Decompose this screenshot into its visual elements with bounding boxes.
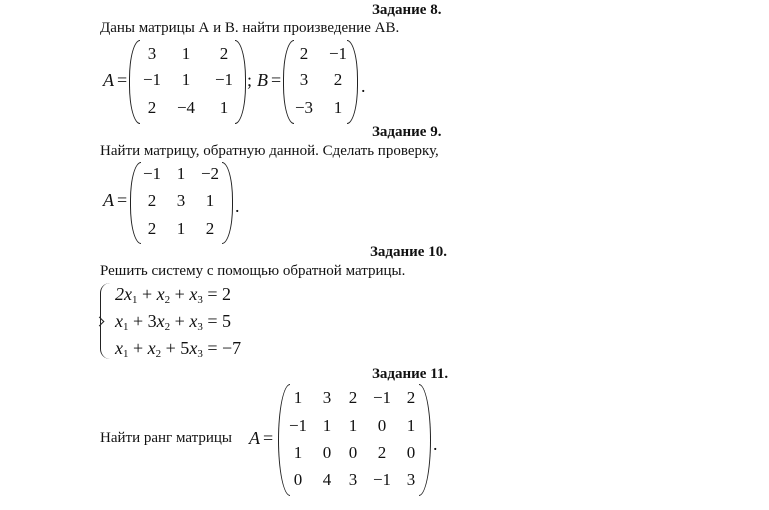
task11-matrix-cell-r1-c1: 1 [293,388,303,407]
task8-matrix-b-cell-r2-c2: 2 [333,70,343,89]
task10-statement: Решить систему с помощью обратной матрицы. [100,263,406,279]
task11-matrix-cell-r4-c5: 3 [406,470,416,489]
task10-equation-1: $2x_1 + x_2 + x_3 = 2$ [115,284,231,306]
task11-matrix-cell-r4-c1: 0 [293,470,303,489]
task11-matrix-cell-r1-c4: −1 [372,388,392,407]
task8-matrix-a-cell-r3-c2: −4 [176,98,196,117]
task8-statement: Даны матрицы А и В. найти произведение АВ. [100,20,400,36]
task8-matrix-a-cell-r2-c2: 1 [181,70,191,89]
task11-matrix-cell-r1-c3: 2 [348,388,358,407]
task9-statement: Найти матрицу, обратную данной. Сделать проверку, [100,143,439,159]
task9-matrix-cell-r1-c3: −2 [200,164,220,183]
task8-matrix-b-cell-r1-c2: −1 [328,44,348,63]
task11-matrix-cell-r4-c4: −1 [372,470,392,489]
task9-matrix-cell-r2-c2: 3 [176,191,186,210]
task8-matrix-a-label: A [103,70,114,90]
task11-matrix-cell-r2-c3: 1 [348,416,358,435]
task9-matrix-cell-r1-c1: −1 [142,164,162,183]
task9-matrix-cell-r2-c1: 2 [147,191,157,210]
task11-matrix-cell-r2-c5: 1 [406,416,416,435]
task8-semicolon: ; [247,70,253,90]
task8-matrix-b-cell-r3-c1: −3 [294,98,314,117]
task11-statement: Найти ранг матрицы [100,430,232,446]
task8-matrix-a-cell-r2-c1: −1 [142,70,162,89]
task9-matrix-cell-r3-c3: 2 [205,219,215,238]
task8-title: Задание 8. [372,2,442,18]
task9-period: . [235,196,240,216]
task8-b-equals-sign: = [271,70,282,90]
task10-equation-3: $x_1 + x_2 + 5x_3 = -7$ [115,338,242,360]
task8-matrix-b-cell-r2-c1: 3 [299,70,309,89]
task11-matrix-a-label: A [249,428,260,448]
task8-matrix-b-label: B [257,70,268,90]
task11-matrix-cell-r3-c3: 0 [348,443,358,462]
task9-equals-sign: = [117,190,128,210]
task9-matrix-cell-r3-c1: 2 [147,219,157,238]
task8-matrix-a-cell-r3-c3: 1 [219,98,229,117]
task11-matrix-cell-r3-c5: 0 [406,443,416,462]
task9-matrix-cell-r2-c3: 1 [205,191,215,210]
task8-matrix-a-cell-r1-c2: 1 [181,44,191,63]
task11-matrix-cell-r1-c2: 3 [322,388,332,407]
task11-matrix-cell-r4-c3: 3 [348,470,358,489]
task11-matrix-cell-r4-c2: 4 [322,470,332,489]
task8-matrix-a-cell-r1-c3: 2 [219,44,229,63]
task9-matrix-cell-r1-c2: 1 [176,164,186,183]
task11-title: Задание 11. [372,366,449,382]
task11-period: . [433,434,438,454]
task11-matrix-cell-r3-c2: 0 [322,443,332,462]
task8-matrix-a-cell-r3-c1: 2 [147,98,157,117]
task8-matrix-b-cell-r1-c1: 2 [299,44,309,63]
task10-equation-2: $x_1 + 3x_2 + x_3 = 5$ [115,311,231,333]
task11-equals-sign: = [263,428,274,448]
task11-matrix-cell-r1-c5: 2 [406,388,416,407]
task8-matrix-b-cell-r3-c2: 1 [333,98,343,117]
task11-matrix-cell-r2-c1: −1 [288,416,308,435]
task9-title: Задание 9. [372,124,442,140]
task11-matrix-cell-r3-c4: 2 [377,443,387,462]
task8-equals-sign: = [117,70,128,90]
task11-matrix-cell-r2-c2: 1 [322,416,332,435]
task11-matrix-cell-r2-c4: 0 [377,416,387,435]
task9-matrix-cell-r3-c2: 1 [176,219,186,238]
task8-period: . [361,76,366,96]
task11-matrix-cell-r3-c1: 1 [293,443,303,462]
task8-matrix-a-cell-r2-c3: −1 [214,70,234,89]
task10-title: Задание 10. [370,244,447,260]
task9-matrix-a-label: A [103,190,114,210]
task8-matrix-a-cell-r1-c1: 3 [147,44,157,63]
